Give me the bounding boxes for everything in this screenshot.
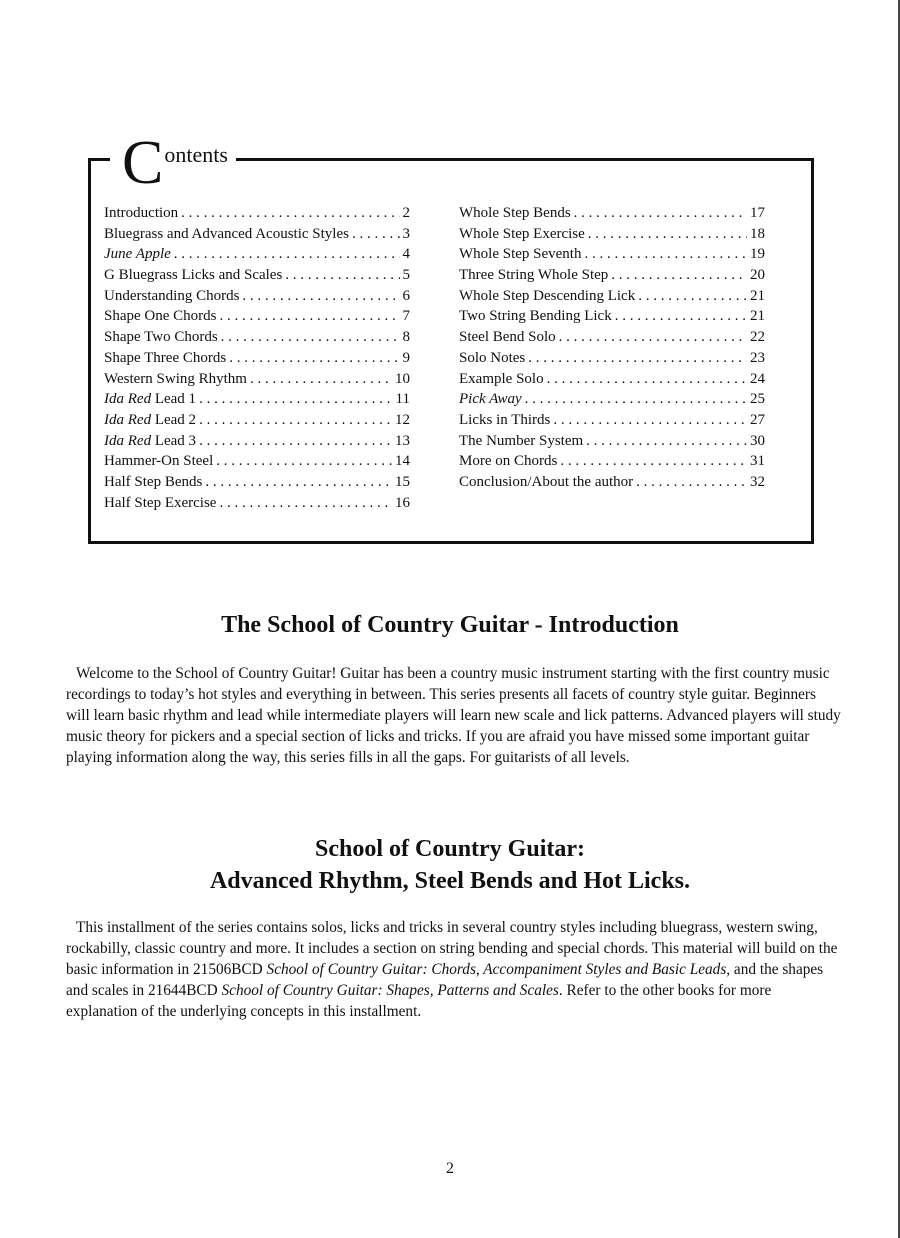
toc-entry-leader-dots xyxy=(250,369,392,390)
toc-entry xyxy=(459,451,765,472)
toc-entry-title xyxy=(104,224,349,245)
intro-heading: The School of Country Guitar - Introduction xyxy=(221,612,679,638)
toc-entry-title xyxy=(459,265,608,286)
toc-entry xyxy=(104,348,410,369)
toc-entry-page-number: 21 xyxy=(750,308,765,325)
toc-entry-page-number: 32 xyxy=(750,473,765,490)
toc-entry-title xyxy=(459,389,522,410)
toc-entry-title-text: Two String Bending Lick xyxy=(459,308,612,325)
toc-entry-title xyxy=(459,472,633,493)
toc-entry-page-number: 24 xyxy=(750,370,765,387)
toc-entry xyxy=(459,224,765,245)
toc-entry-page-number: 12 xyxy=(395,411,410,428)
toc-entry-title xyxy=(104,286,239,307)
toc-entry-title-text: Half Step Bends xyxy=(104,473,203,490)
toc-entry xyxy=(104,410,410,431)
toc-entry-title xyxy=(104,493,216,514)
toc-entry xyxy=(459,327,765,348)
toc-entry-page-number: 21 xyxy=(750,287,765,304)
toc-entry-title-text: Bluegrass and Advanced Acoustic Styles xyxy=(104,225,349,242)
toc-entry xyxy=(104,306,410,327)
toc-entry xyxy=(104,265,410,286)
toc-entry-title-text: Conclusion/About the author xyxy=(459,473,634,490)
toc-entry-leader-dots xyxy=(615,306,747,327)
toc-entry-title-text: Shape Two Chords xyxy=(104,329,218,346)
toc-entry-page-number: 22 xyxy=(750,329,765,346)
toc-entry-title-text: Example Solo xyxy=(459,370,544,387)
toc-entry-page-number: 18 xyxy=(750,225,765,242)
toc-entry-leader-dots xyxy=(611,265,747,286)
toc-entry-title-text: Introduction xyxy=(104,205,179,221)
toc-entry-title-text: Shape One Chords xyxy=(104,308,217,325)
toc-entry-page-number: 4 xyxy=(402,246,410,263)
toc-entry-page-number: 25 xyxy=(750,391,765,408)
toc-entry-leader-dots xyxy=(559,327,747,348)
toc-left-column xyxy=(104,203,410,513)
toc-entry-leader-dots xyxy=(229,348,399,369)
toc-entry-page-number: 5 xyxy=(402,267,410,284)
toc-entry xyxy=(459,369,765,390)
toc-entry-title xyxy=(104,327,218,348)
advanced-heading-line2: Advanced Rhythm, Steel Bends and Hot Licks. xyxy=(209,868,691,894)
toc-entry xyxy=(459,265,765,286)
toc-entry-leader-dots xyxy=(547,369,747,390)
toc-entry-page-number: 10 xyxy=(395,370,410,387)
advanced-book-title-1: School of Country Guitar: Chords, Accompaniment Styles and Basic Leads xyxy=(266,960,727,978)
toc-entry xyxy=(104,203,410,224)
advanced-paragraph xyxy=(66,918,842,1023)
toc-entry-italic-title: Ida Red xyxy=(104,391,152,408)
toc-entry-title-text: Three String Whole Step xyxy=(459,267,609,284)
toc-entry-italic-title: Pick Away xyxy=(459,391,522,408)
toc-entry-title-text: Lead 1 xyxy=(151,391,197,408)
toc-entry xyxy=(459,410,765,431)
toc-entry-title xyxy=(459,451,557,472)
toc-entry-italic-title: June Apple xyxy=(104,246,171,263)
toc-entry-leader-dots xyxy=(584,244,747,265)
toc-entry xyxy=(104,327,410,348)
advanced-text-3: . Refer to the other books for more explanation of the underlying concepts in this installment. xyxy=(66,981,772,1020)
toc-entry-title-text: Whole Step Bends xyxy=(459,205,571,221)
toc-entry-title-text: More on Chords xyxy=(459,453,558,470)
toc-entry-page-number: 23 xyxy=(750,349,765,366)
toc-entry-page-number: 20 xyxy=(750,267,765,284)
toc-entry-page-number: 7 xyxy=(402,308,410,325)
toc-entry-title-text: Lead 3 xyxy=(151,432,197,449)
toc-entry-title xyxy=(104,451,213,472)
toc-entry-leader-dots xyxy=(285,265,399,286)
toc-entry-leader-dots xyxy=(199,389,392,410)
toc-entry-title xyxy=(104,265,282,286)
toc-entry-leader-dots xyxy=(586,431,747,452)
toc-entry-leader-dots xyxy=(181,203,399,224)
toc-entry-italic-title: Ida Red xyxy=(104,432,152,449)
toc-entry-leader-dots xyxy=(574,203,747,224)
toc-entry-title xyxy=(104,306,217,327)
toc-entry-leader-dots xyxy=(636,472,747,493)
toc-entry xyxy=(459,348,765,369)
toc-entry-leader-dots xyxy=(553,410,747,431)
toc-entry-italic-title: Ida Red xyxy=(104,411,152,428)
toc-entry-title-text: Half Step Exercise xyxy=(104,494,217,511)
toc-entry-title-text: Solo Notes xyxy=(459,349,526,366)
toc-entry-title xyxy=(104,410,196,431)
toc-entry-title-text: Understanding Chords xyxy=(104,287,240,304)
toc-entry xyxy=(104,286,410,307)
advanced-text-1: This installment of the series contains solos, licks and tricks in several country styles including bluegrass, western swing, rockabilly, classic country and more. It includes a section on string bending and special chords. This material will build on the basic information in 21506BCD xyxy=(66,919,838,978)
toc-entry xyxy=(104,451,410,472)
toc-entry-leader-dots xyxy=(199,431,392,452)
toc-entry-leader-dots xyxy=(352,224,400,245)
toc-entry-leader-dots xyxy=(219,493,392,514)
toc-entry-page-number: 17 xyxy=(750,205,765,221)
toc-entry-page-number: 9 xyxy=(402,349,410,366)
toc-entry-title xyxy=(104,203,178,224)
toc-entry-title xyxy=(459,244,581,265)
toc-entry-leader-dots xyxy=(199,410,392,431)
toc-entry-leader-dots xyxy=(528,348,747,369)
toc-entry-title xyxy=(104,348,226,369)
toc-entry-page-number: 3 xyxy=(402,225,410,242)
toc-entry-page-number: 27 xyxy=(750,411,765,428)
toc-entry-title-text: Steel Bend Solo xyxy=(459,329,556,346)
toc-entry-title xyxy=(459,348,525,369)
toc-entry-title xyxy=(104,389,196,410)
page-number: 2 xyxy=(446,1160,454,1177)
intro-paragraph: Welcome to the School of Country Guitar! Guitar has been a country music instrument starting with the first country music recordings to today’s hot styles and everything in between. This series presents all facets of country style guitar. Beginners will learn basic rhythm and lead while intermediate players will learn new scale and lick patterns. Advanced players will study music theory for pickers and a special section of licks and tricks. If you are afraid you have missed some important guitar playing information along the way, this series fills in all the gaps. For guitarists of all levels. xyxy=(66,665,841,766)
toc-entry-title xyxy=(459,410,550,431)
toc-entry xyxy=(104,224,410,245)
toc-entry-leader-dots xyxy=(174,244,400,265)
toc-entry-title xyxy=(459,286,635,307)
toc-entry-title xyxy=(104,472,202,493)
toc-entry-page-number: 15 xyxy=(395,473,410,490)
toc-entry-leader-dots xyxy=(205,472,392,493)
toc-entry xyxy=(459,203,765,224)
toc-entry-title-text: Western Swing Rhythm xyxy=(104,370,247,387)
contents-heading xyxy=(110,128,236,197)
toc-right-column xyxy=(459,203,765,493)
toc-entry-leader-dots xyxy=(221,327,400,348)
toc-entry xyxy=(459,306,765,327)
toc-entry-title-text: The Number System xyxy=(459,432,584,449)
toc-entry-page-number: 16 xyxy=(395,494,410,511)
toc-entry xyxy=(459,472,765,493)
toc-entry xyxy=(104,431,410,452)
toc-entry-page-number: 2 xyxy=(402,205,410,221)
toc-entry-page-number: 14 xyxy=(395,453,410,470)
toc-entry-title-text: Hammer-On Steel xyxy=(104,453,214,470)
toc-entry-title xyxy=(459,306,612,327)
toc-entry-title xyxy=(459,203,571,224)
toc-entry xyxy=(104,369,410,390)
contents-heading-rest: ontents xyxy=(164,142,228,167)
contents-heading-initial: C xyxy=(122,129,164,197)
toc-entry xyxy=(459,244,765,265)
toc-entry-page-number: 19 xyxy=(750,246,765,263)
advanced-text-2: , and the shapes and scales in 21644BCD xyxy=(66,960,824,999)
toc-entry xyxy=(104,493,410,514)
toc-entry xyxy=(104,472,410,493)
toc-entry-title-text: Licks in Thirds xyxy=(459,411,551,428)
toc-entry-page-number: 8 xyxy=(402,329,410,346)
toc-entry-leader-dots xyxy=(242,286,399,307)
toc-entry-title-text: Whole Step Seventh xyxy=(459,246,582,263)
toc-entry-title-text: G Bluegrass Licks and Scales xyxy=(104,267,283,284)
toc-entry-leader-dots xyxy=(216,451,392,472)
toc-entry xyxy=(459,431,765,452)
advanced-book-title-2: School of Country Guitar: Shapes, Patterns and Scales xyxy=(221,981,559,999)
toc-entry-title-text: Whole Step Descending Lick xyxy=(459,287,636,304)
toc-entry-title-text: Lead 2 xyxy=(151,411,197,428)
toc-entry-title xyxy=(459,224,585,245)
toc-entry xyxy=(104,244,410,265)
advanced-heading-line1: School of Country Guitar: xyxy=(315,836,585,862)
toc-entry-leader-dots xyxy=(560,451,747,472)
toc-entry-title xyxy=(104,431,196,452)
toc-entry-title xyxy=(459,369,544,390)
toc-entry-leader-dots xyxy=(588,224,747,245)
toc-entry xyxy=(104,389,410,410)
toc-entry-page-number: 31 xyxy=(750,453,765,470)
toc-entry-title xyxy=(459,431,583,452)
toc-entry-leader-dots xyxy=(638,286,747,307)
toc-entry-title xyxy=(104,244,171,265)
toc-entry-page-number: 13 xyxy=(395,432,410,449)
toc-entry-page-number: 6 xyxy=(402,287,410,304)
toc-entry-title-text: Shape Three Chords xyxy=(104,349,227,366)
toc-entry xyxy=(459,389,765,410)
toc-entry-page-number: 30 xyxy=(750,432,765,449)
toc-entry xyxy=(459,286,765,307)
toc-entry-page-number: 11 xyxy=(395,391,410,408)
toc-entry-leader-dots xyxy=(220,306,400,327)
toc-entry-title-text: Whole Step Exercise xyxy=(459,225,585,242)
toc-entry-title xyxy=(459,327,556,348)
toc-entry-title xyxy=(104,369,247,390)
toc-entry-leader-dots xyxy=(525,389,747,410)
